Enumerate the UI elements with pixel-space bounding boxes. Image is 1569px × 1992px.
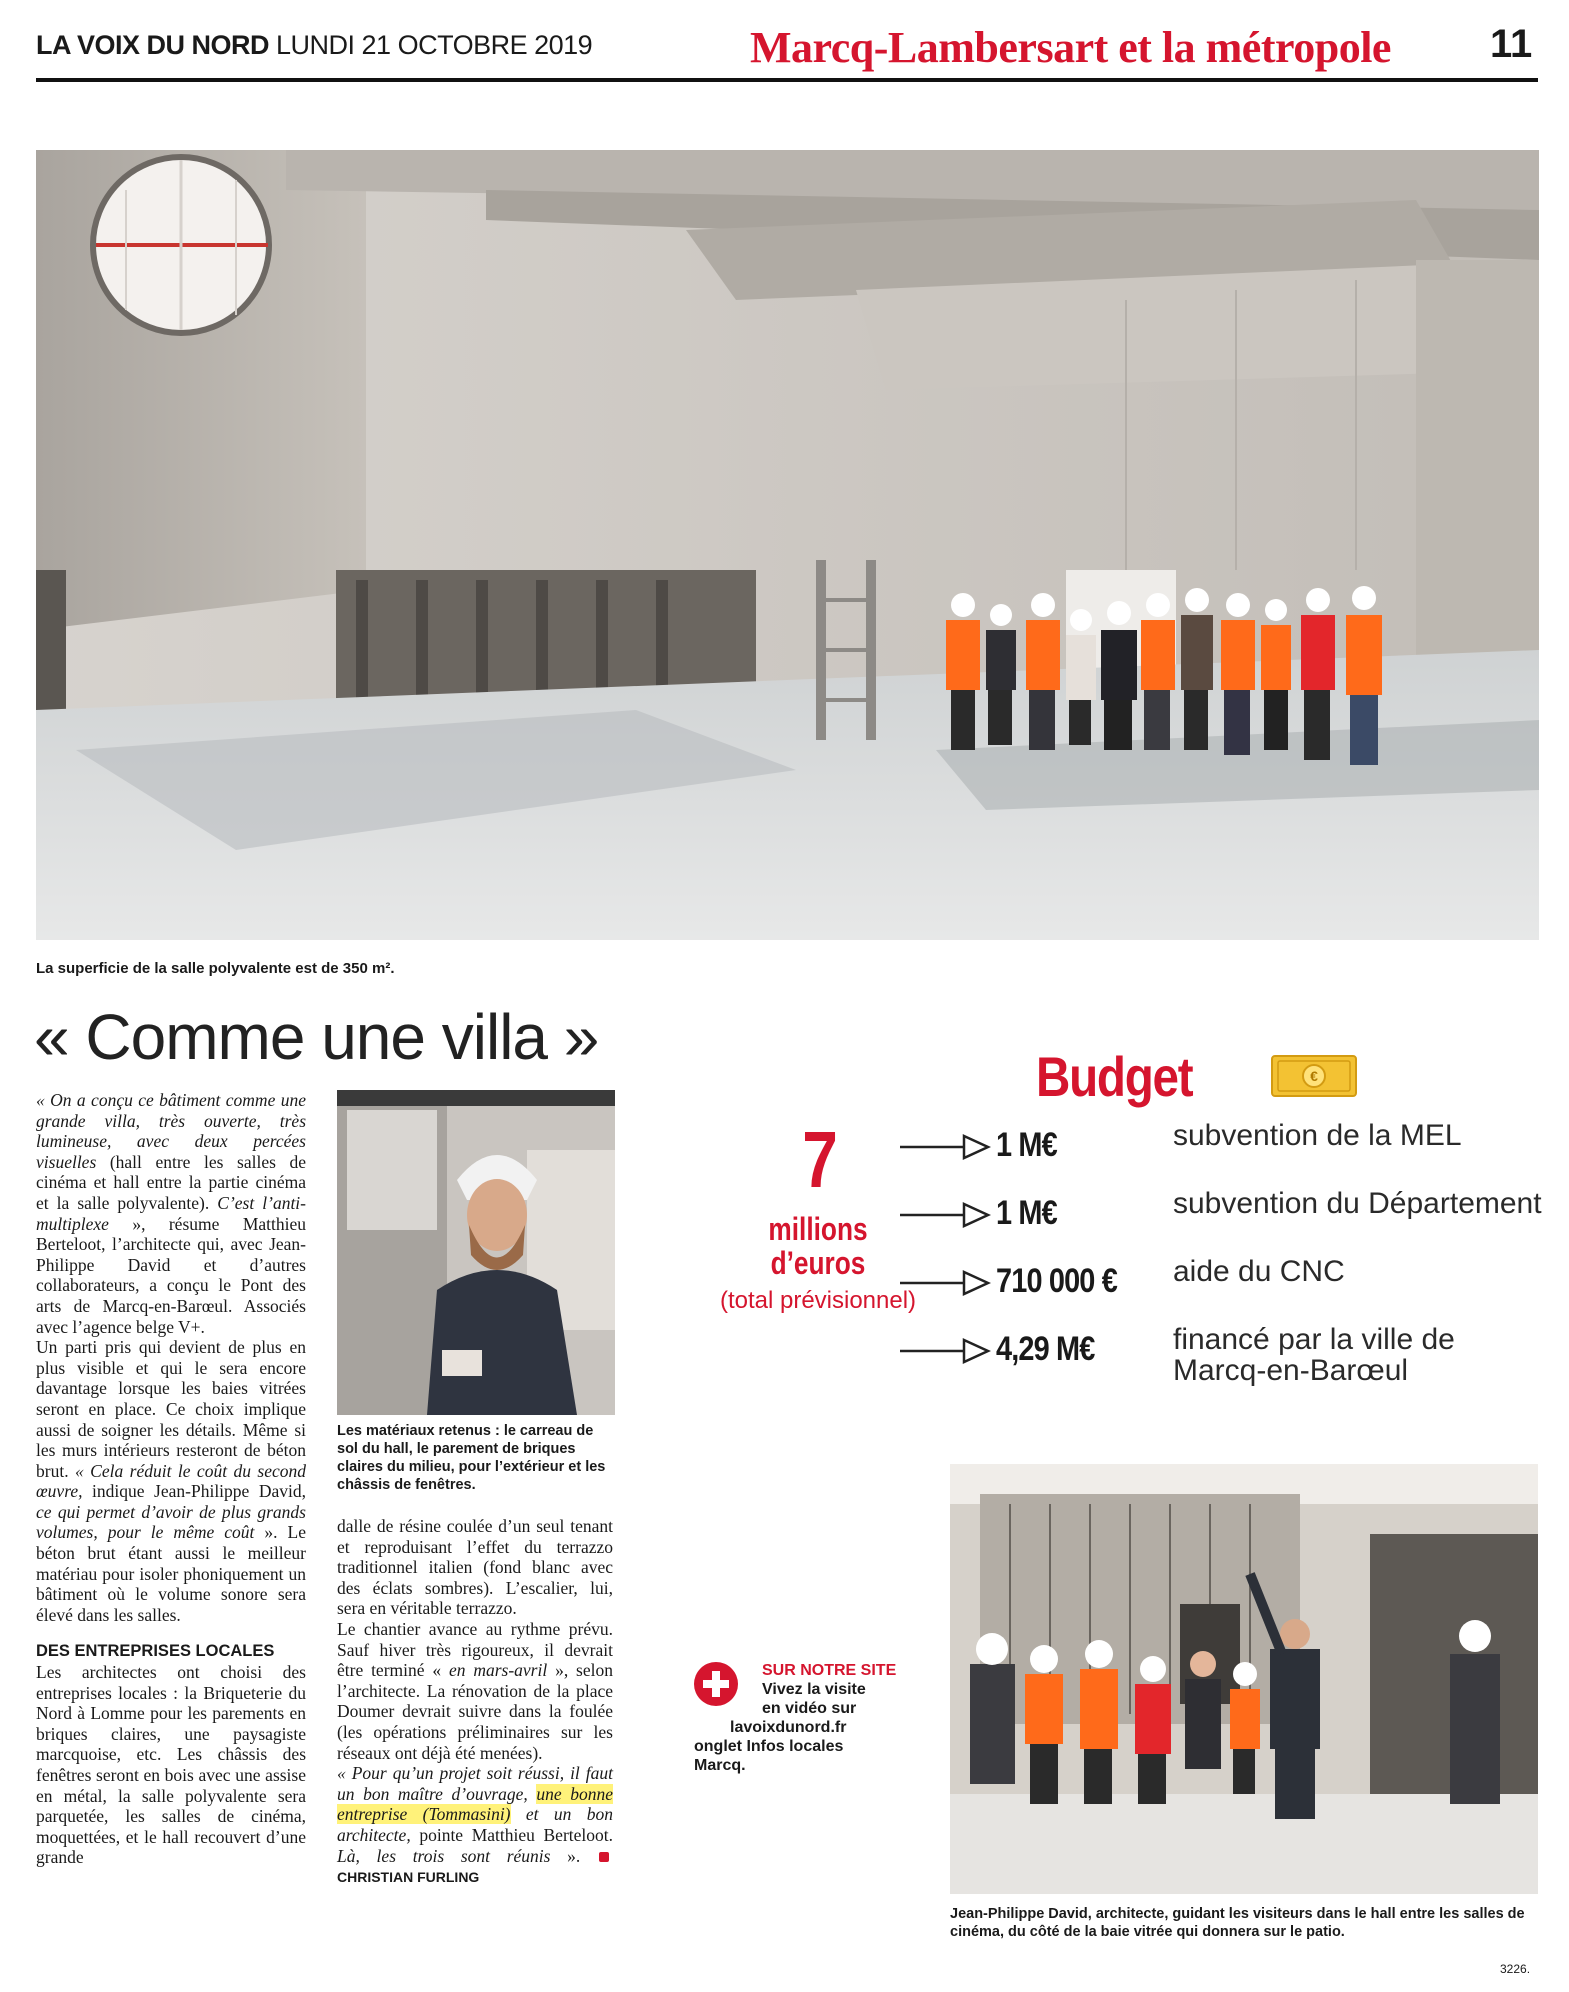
second-photo-illustration [950,1464,1538,1894]
page-number: 11 [1490,22,1533,66]
budget-amount: 1 M€ [996,1126,1057,1164]
promo-line: Vivez la visite [762,1681,866,1698]
main-photo [36,150,1539,940]
byline: CHRISTIAN FURLING [337,1869,480,1886]
text: indique Jean-Philippe David, [82,1481,306,1502]
second-photo [950,1464,1538,1894]
issue-date: LUNDI 21 OCTOBRE 2019 [276,30,593,60]
budget-desc: subvention de la MEL [1173,1119,1462,1152]
byline-square-icon [599,1852,609,1862]
budget-row [900,1187,1542,1254]
paragraph-4: dalle de résine coulée d’un seul tenant et reproduisant l’effet du terrazzo traditionnel italien (fond blanc avec des éclats sombres). L’escalier, lui, sera en véritable terrazzo. [337,1516,613,1619]
header-rule [36,78,1538,82]
text: », selon l’architecte. La rénovation de la place Doumer devrait suivre dans la foulée (les opérations préliminaires sur les réseaux ont déjà été menées). [337,1660,613,1763]
quote: « On a conçu ce bâtiment comme une grande villa, très ouverte, très lumineuse, avec deux percées visuelles [36,1090,306,1172]
budget-amount: 4,29 M€ [996,1330,1095,1368]
svg-text:€: € [1310,1068,1318,1084]
promo-line: Marcq. [694,1757,746,1774]
text: ». Le béton brut étant aussi le meilleur matériau pour isoler phoniquement un bâtiment où le volume sonore sera élevé dans les salles. [36,1522,306,1625]
portrait-photo [337,1090,615,1415]
quote: « Pour qu’un projet soit réussi, il faut un bon maître d’ouvrage, [337,1763,613,1804]
text: (hall entre les salles de cinéma et hall entre la partie cinéma et la salle polyvalente). [36,1151,306,1213]
arrow-right-icon [900,1200,992,1230]
budget-row [900,1255,1540,1322]
quote: « Cela réduit le coût du second œuvre, [36,1460,306,1502]
text: Un parti pris qui devient de plus en plus visible et qui le sera encore davantage lorsque les baies vitrées seront en place. Ce choix implique aussi de soigner les détails. Même si les murs intérieurs resteront de béton brut. [36,1337,306,1481]
second-photo-caption: Jean-Philippe David, architecte, guidant les visiteurs dans le hall entre les salles de cinéma, du côté de la baie vitrée qui donnera sur le patio. [950,1906,1525,1940]
page-code: 3226. [1500,1962,1531,1976]
text: ». [550,1845,581,1866]
arrow-right-icon [900,1268,992,1298]
quote: Là, les trois sont réunis [337,1845,551,1866]
banknote-icon [1270,1052,1358,1100]
text: pointe Matthieu Berteloot. [410,1824,613,1845]
arrow-right-icon [900,1336,992,1366]
newspaper-name: LA VOIX DU NORD [36,30,270,60]
main-photo-caption: La superficie de la salle polyvalente est de 350 m². [36,960,395,977]
highlighted-text: une bonne entreprise (Tommasini) [337,1783,613,1825]
budget-amount: 710 000 € [996,1262,1117,1300]
budget-row [900,1119,1540,1186]
web-promo[interactable] [694,1661,934,1775]
article-column-1 [36,1090,306,1868]
subheading: DES ENTREPRISES LOCALES [36,1642,275,1661]
article-headline: « Comme une villa » [34,1001,599,1073]
article-column-2 [337,1516,613,1888]
budget-desc: aide du CNC [1173,1255,1345,1288]
budget-amount: 1 M€ [996,1194,1057,1232]
paragraph-3: Les architectes ont choisi des entreprises locales : la Briqueterie du Nord à Lomme pour les parements en briques claires, une paysagiste marcquoise, etc. Les châssis des fenêtres seront en bois avec une assise en métal, la salle polyvalente sera parquetée, les salles de cinéma, moquettées, et le hall recouvert d’une grande [36,1662,306,1868]
text: Le chantier avance au rythme prévu. Sauf hiver très rigoureux, il devrait être terminé « [337,1618,613,1681]
paragraph-6 [337,1763,613,1888]
budget-row [900,1323,1540,1390]
main-photo-illustration [36,150,1539,940]
promo-link[interactable]: lavoixdunord.fr [730,1719,847,1736]
paragraph-2 [36,1337,306,1625]
budget-title: Budget [1036,1045,1193,1108]
budget-desc: subvention du Département [1173,1187,1542,1220]
quote: ce qui permet d’avoir de plus grands volumes, pour le même coût [36,1501,306,1543]
budget-desc: financé par la ville de Marcq-en-Barœul [1173,1323,1455,1387]
promo-line: onglet Infos locales [694,1738,844,1755]
text: », résume Matthieu Berteloot, l’architecte qui, avec Jean-Philippe David et d’autres collaborateurs, a conçu le Pont des arts de Marcq-en-Barœul. Associés avec l’agence belge V+. [36,1213,306,1337]
arrow-right-icon [900,1132,992,1162]
portrait-illustration [337,1090,615,1415]
budget-total-unit: millions d’euros [768,1211,868,1281]
paragraph-1 [36,1090,306,1337]
promo-line: en vidéo sur [762,1700,857,1717]
paragraph-5 [337,1619,613,1763]
portrait-caption: Les matériaux retenus : le carreau de sol du hall, le parement de briques claires du milieu, pour l’extérieur et les châssis de fenêtres. [337,1423,606,1493]
quote: C’est l’anti-multiplexe [36,1192,306,1234]
quote: et un bon architecte, [337,1804,613,1845]
quote: en mars-avril [448,1660,548,1681]
section-title: Marcq-Lambersart et la métropole [750,23,1391,72]
masthead [36,30,592,61]
promo-head: SUR NOTRE SITE [762,1662,897,1679]
budget-total-note: (total prévisionnel) [719,1287,917,1314]
budget-total-number: 7 [802,1115,838,1204]
